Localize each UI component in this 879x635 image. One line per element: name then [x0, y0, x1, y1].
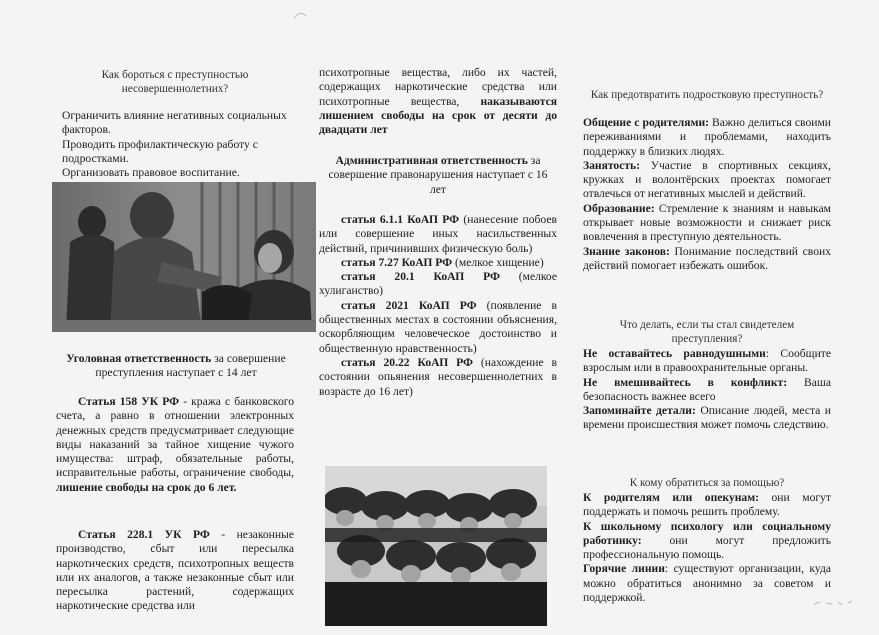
prevention-item: [583, 159, 831, 202]
scan-mark: [290, 4, 310, 24]
admin-article-item: [319, 256, 557, 270]
admin-article-label: статья 20.22 КоАП РФ: [341, 355, 473, 369]
admin-liability-intro: [323, 154, 553, 197]
witness-item: [583, 404, 831, 433]
prevention-list: [583, 116, 831, 273]
bullet-item: Организовать правовое воспитание.: [62, 166, 240, 180]
admin-article-label: статья 2021 КоАП РФ: [341, 298, 477, 312]
admin-articles-list: [319, 213, 557, 399]
admin-liability-text: за совершение правонарушения наступает с 16 лет: [328, 154, 548, 196]
admin-article-item: [319, 270, 557, 299]
heading-help: К кому обратиться за помощью?: [629, 477, 785, 489]
admin-article-label: статья 6.1.1 КоАП РФ: [341, 213, 460, 226]
witness-item-text: : Сообщите взрослым или в правоохранительные органы.: [583, 347, 831, 375]
criminal-liability-title: Уголовная ответственность: [66, 352, 212, 365]
admin-liability-title: Административная ответственность: [335, 154, 528, 167]
admin-article-item: [319, 299, 557, 356]
heading-fight-crime: Как бороться с преступностью несовершеннолетних?: [101, 69, 249, 95]
article-158-paragraph: [56, 395, 294, 495]
prevention-item: [583, 202, 831, 245]
admin-article-text: (нанесение побоев или совершение иных насильственных действий, причинивших физическую боль): [319, 213, 557, 255]
article-158-label: Статья 158 УК РФ: [78, 395, 180, 408]
article-228-label: Статья 228.1 УК РФ: [78, 528, 210, 541]
help-item-text: : существуют организации, куда можно обратиться анонимно за советом и поддержкой.: [583, 562, 831, 605]
help-item-text: они могут поддержать и помочь решить проблему.: [583, 491, 831, 519]
photo-teens-robbery: [52, 182, 316, 332]
article-228-penalty: наказываются лишением свободы на срок от десяти до двадцати лет: [319, 94, 557, 137]
article-158-text: - кража с банковского счета, а равно в отношении электронных денежных средств предусматривает следующие виды наказаний за тайное хищение чужого имущества: штраф, обязательные работы, исправительные работы, ограничение свободы,: [56, 395, 294, 480]
admin-article-text: (мелкое хищение): [452, 255, 544, 269]
prevention-item-text: Понимание последствий своих действий помогает избежать ошибок.: [583, 244, 831, 272]
prevention-item-text: Стремление к знаниям и навыкам открывает новые возможности и снижает риск вовлечения в преступную деятельность.: [583, 201, 831, 244]
heading-witness: Что делать, если ты стал свидетелем преступления?: [619, 319, 795, 345]
admin-article-text: (появление в общественных местах в состоянии объяснения, оскорбляющим человеческое достоинство и общественную нравственность): [319, 298, 557, 355]
help-item: [583, 491, 831, 520]
witness-list: [583, 347, 831, 433]
bullet-list: [62, 109, 294, 180]
admin-article-item: [319, 213, 557, 256]
help-item: [583, 562, 831, 605]
admin-article-label: статья 7.27 КоАП РФ: [341, 255, 453, 269]
help-item-label: Горячие линии: [583, 562, 665, 576]
help-item-label: К родителям или опекунам:: [583, 491, 759, 504]
admin-article-item: [319, 356, 557, 399]
heading-prevention: Как предотвратить подростковую преступность?: [590, 89, 824, 101]
prevention-item-text: Участие в спортивных секциях, кружках и волонтёрских проектах помогает отвлечься от негативных мыслей и действий.: [583, 158, 831, 201]
column-right: [583, 0, 831, 635]
witness-item-text: Ваша безопасность важнее всего: [583, 375, 831, 403]
column-left: [56, 0, 294, 635]
help-item-text: они могут предложить профессиональную помощь.: [583, 533, 831, 562]
help-item: [583, 520, 831, 563]
article-228-continuation: [319, 66, 557, 137]
witness-item-label: Запоминайте детали:: [583, 404, 696, 418]
witness-item-text: Описание людей, места и времени происшествия может помочь следствию.: [583, 404, 831, 432]
column-middle: [315, 0, 557, 635]
prevention-item-text: Важно делиться своими переживаниями и проблемами, находить поддержку в близких людях.: [583, 116, 831, 158]
bullet-item: Ограничить влияние негативных социальных факторов.: [62, 109, 287, 137]
article-228-cont-text: психотропные вещества, либо их частей, содержащих наркотические средства или психотропные вещества,: [319, 66, 557, 108]
admin-article-label: статья 20.1 КоАП РФ: [341, 270, 500, 284]
prevention-item-label: Занятость:: [583, 158, 641, 172]
scan-mark: [812, 596, 862, 610]
witness-item: [583, 376, 831, 405]
article-158-penalty: лишение свободы на срок до 6 лет.: [56, 480, 237, 494]
prevention-item-label: Знание законов:: [583, 244, 670, 258]
witness-item-label: Не вмешивайтесь в конфликт:: [583, 375, 788, 389]
photo-juvenile-detainees: [325, 466, 547, 626]
admin-article-text: (мелкое хулиганство): [319, 270, 558, 298]
criminal-liability-text: за совершение преступления наступает с 14 лет: [95, 352, 286, 380]
criminal-liability-intro: [60, 352, 292, 381]
help-list: [583, 491, 831, 605]
admin-article-text: (нахождение в состоянии опьянения несовершеннолетних в возрасте до 16 лет): [319, 355, 557, 398]
article-228-paragraph: [56, 528, 294, 614]
prevention-item-label: Образование:: [583, 201, 655, 215]
bullet-item: Проводить профилактическую работу с подростками.: [62, 137, 258, 165]
witness-item-label: Не оставайтесь равнодушными: [583, 347, 766, 360]
prevention-item: [583, 245, 831, 274]
help-item-label: К школьному психологу или социальному работнику:: [583, 519, 831, 547]
article-228-text: - незаконные производство, сбыт или пересылка наркотических средств, психотропных веществ или их аналогов, а также незаконные сбыт или пересылка растений, содержащих наркотические средства или: [56, 528, 294, 613]
prevention-item: [583, 116, 831, 159]
prevention-item-label: Общение с родителями:: [583, 116, 710, 129]
witness-item: [583, 347, 831, 376]
